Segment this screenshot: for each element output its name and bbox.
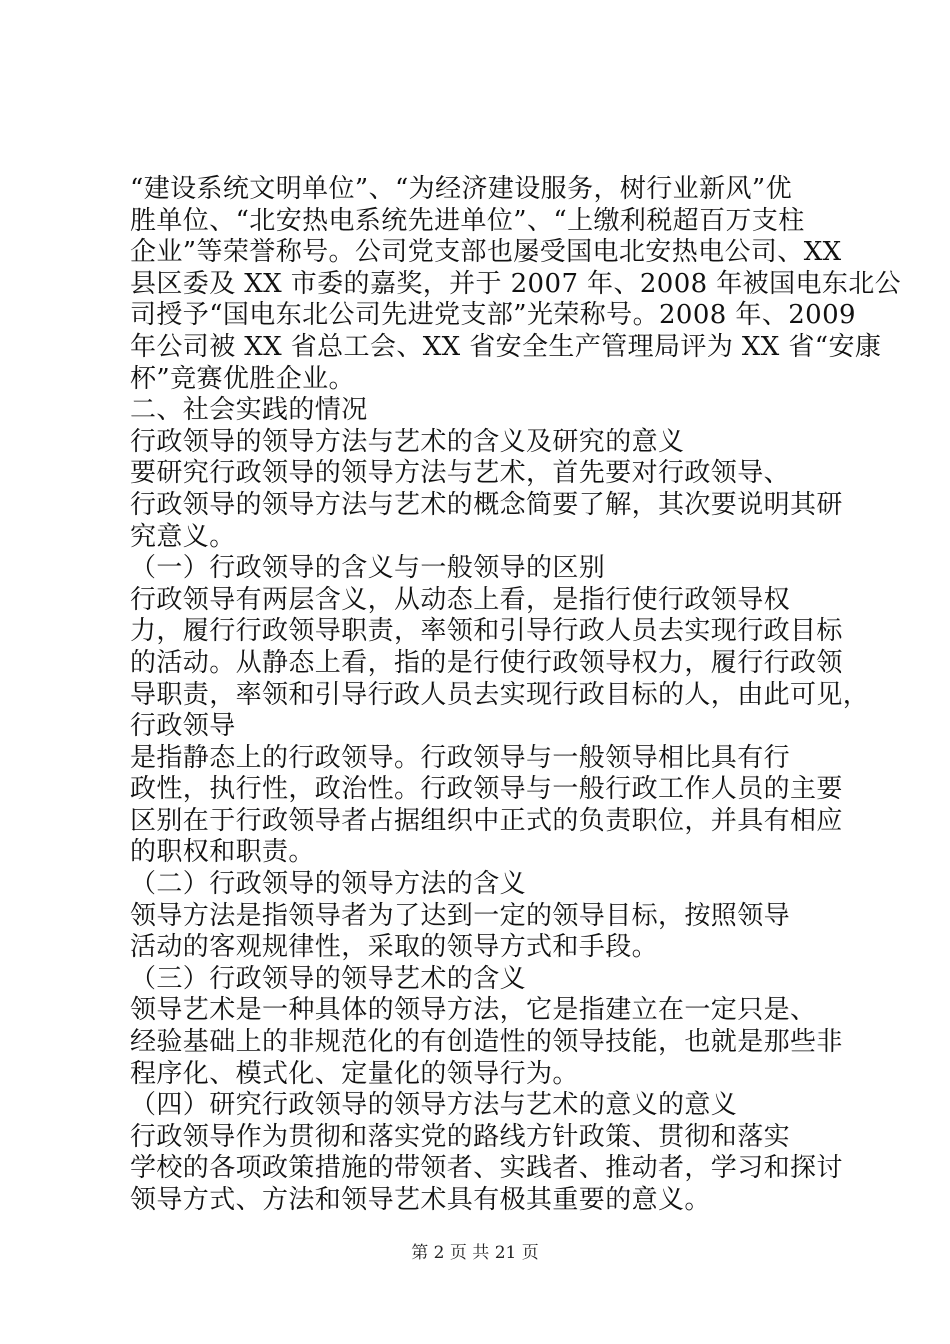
page-number-footer: 第 2 页 共 21 页 (411, 1243, 539, 1263)
text-line-11: 行政领导的领导方法与艺术的概念简要了解，其次要说明其研 (130, 489, 843, 520)
text-line-10: 要研究行政领导的领导方法与艺术，首先要对行政领导、 (130, 458, 791, 489)
text-line-18: 行政领导 (130, 711, 236, 742)
text-line-32: 学校的各项政策措施的带领者、实践者、推动者，学习和探讨 (130, 1153, 843, 1184)
text-line-12: 究意义。 (130, 521, 236, 552)
text-line-7: 杯”竞赛优胜企业。 (130, 363, 355, 394)
text-line-2: 胜单位、“北安热电系统先进单位”、“上缴利税超百万支柱 (130, 205, 805, 236)
text-line-4: 县区委及 XX 市委的嘉奖，并于 2007 年、2008 年被国电东北公 (130, 268, 902, 299)
subheading-2: （二）行政领导的领导方法的含义 (130, 869, 527, 900)
text-line-21: 区别在于行政领导者占据组织中正式的负责职位，并具有相应 (130, 805, 843, 836)
text-line-22: 的职权和职责。 (130, 837, 315, 868)
text-line-19: 是指静态上的行政领导。行政领导与一般领导相比具有行 (130, 742, 791, 773)
text-line-31: 行政领导作为贯彻和落实党的路线方针政策、贯彻和落实 (130, 1121, 791, 1152)
text-line-16: 的活动。从静态上看，指的是行使行政领导权力，履行行政领 (130, 647, 843, 678)
text-line-20: 政性，执行性，政治性。行政领导与一般行政工作人员的主要 (130, 774, 843, 805)
text-line-3: 企业”等荣誉称号。公司党支部也屡受国电北安热电公司、XX (130, 237, 842, 268)
text-line-17: 导职责，率领和引导行政人员去实现行政目标的人，由此可见， (130, 679, 870, 710)
text-line-6: 年公司被 XX 省总工会、XX 省安全生产管理局评为 XX 省“安康 (130, 331, 882, 362)
subheading-4: （四）研究行政领导的领导方法与艺术的意义的意义 (130, 1090, 738, 1121)
text-line-1: “建设系统文明单位”、“为经济建设服务，树行业新风”优 (130, 174, 792, 204)
text-line-28: 经验基础上的非规范化的有创造性的领导技能，也就是那些非 (130, 1027, 843, 1058)
section-heading-social-practice: 二、社会实践的情况 (130, 395, 368, 426)
text-line-15: 力，履行行政领导职责，率领和引导行政人员去实现行政目标 (130, 616, 843, 647)
text-line-29: 程序化、模式化、定量化的领导行为。 (130, 1058, 579, 1089)
text-line-14: 行政领导有两层含义，从动态上看，是指行使行政领导权 (130, 584, 791, 615)
text-line-5: 司授予“国电东北公司先进党支部”光荣称号。2008 年、2009 (130, 300, 856, 331)
text-line-25: 活动的客观规律性，采取的领导方式和手段。 (130, 932, 659, 963)
subheading-3: （三）行政领导的领导艺术的含义 (130, 963, 527, 994)
document-body (130, 174, 902, 1217)
text-line-33: 领导方式、方法和领导艺术具有极其重要的意义。 (130, 1185, 711, 1215)
text-line-24: 领导方法是指领导者为了达到一定的领导目标，按照领导 (130, 900, 791, 931)
subheading-1: （一）行政领导的含义与一般领导的区别 (130, 553, 606, 584)
text-line-27: 领导艺术是一种具体的领导方法，它是指建立在一定只是、 (130, 995, 817, 1026)
topic-heading: 行政领导的领导方法与艺术的含义及研究的意义 (130, 426, 685, 457)
